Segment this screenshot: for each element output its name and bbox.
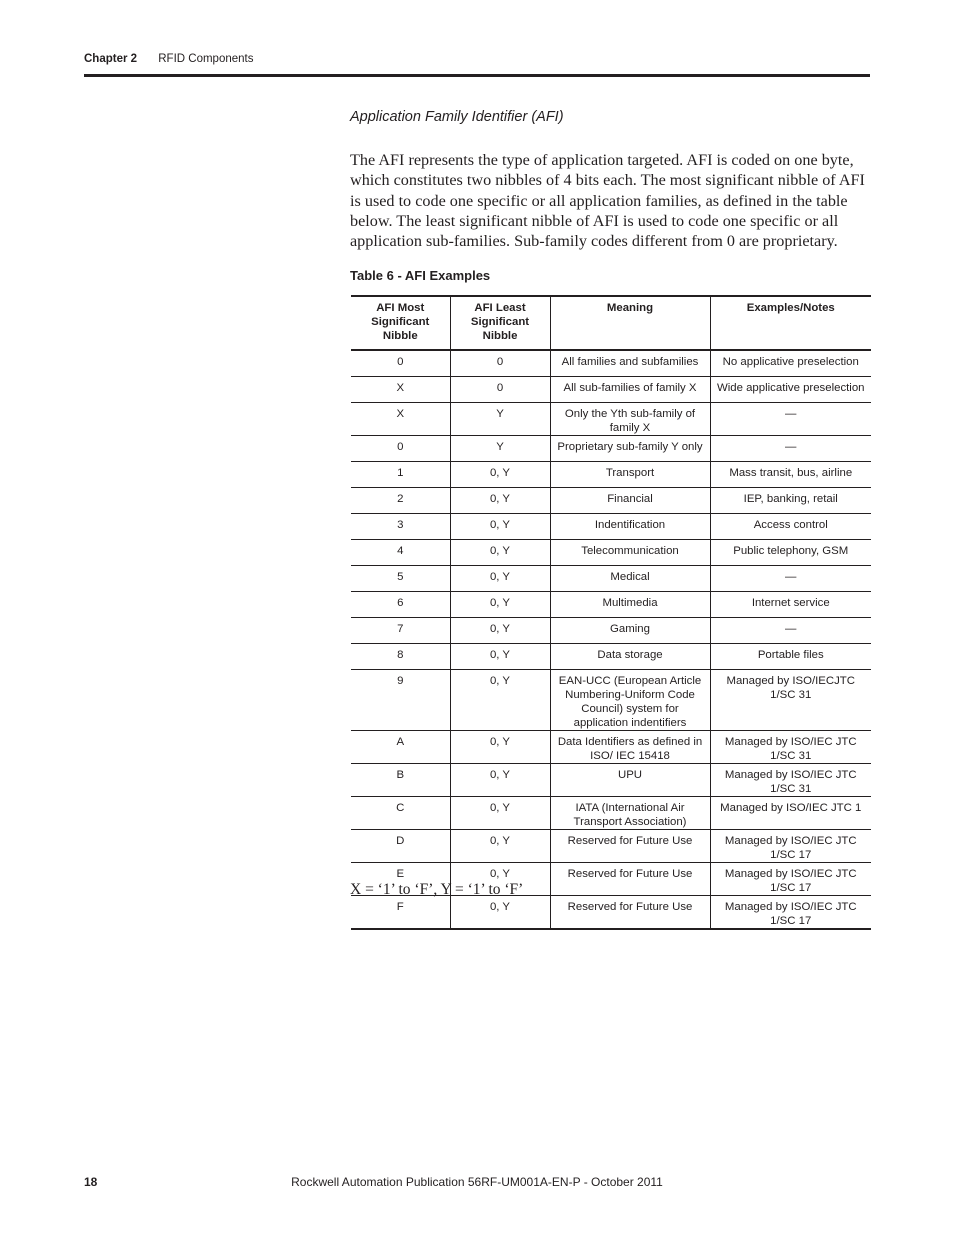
cell-lsn: 0, Y — [450, 731, 550, 764]
cell-msn: F — [351, 896, 450, 930]
cell-examples: No applicative preselection — [710, 350, 871, 377]
cell-lsn: 0, Y — [450, 618, 550, 644]
cell-msn: 0 — [351, 350, 450, 377]
cell-msn: 9 — [351, 670, 450, 731]
cell-lsn: 0, Y — [450, 462, 550, 488]
cell-meaning: Reserved for Future Use — [550, 863, 710, 896]
cell-examples: Portable files — [710, 644, 871, 670]
cell-lsn: 0 — [450, 350, 550, 377]
cell-lsn: 0, Y — [450, 863, 550, 896]
cell-examples: — — [710, 436, 871, 462]
cell-examples: Access control — [710, 514, 871, 540]
cell-msn: E — [351, 863, 450, 896]
cell-lsn: 0, Y — [450, 540, 550, 566]
afi-examples-table — [351, 295, 871, 930]
cell-meaning: Gaming — [550, 618, 710, 644]
table-caption: Table 6 - AFI Examples — [350, 268, 491, 283]
cell-meaning: IATA (International Air Transport Association) — [550, 797, 710, 830]
cell-msn: X — [351, 403, 450, 436]
table-row — [351, 377, 871, 403]
cell-meaning: Financial — [550, 488, 710, 514]
cell-examples: Managed by ISO/IEC JTC 1/SC 17 — [710, 896, 871, 930]
table-row — [351, 540, 871, 566]
cell-lsn: 0, Y — [450, 764, 550, 797]
cell-examples: IEP, banking, retail — [710, 488, 871, 514]
chapter-label: Chapter 2 — [84, 53, 138, 65]
cell-examples: Managed by ISO/IEC JTC 1/SC 17 — [710, 863, 871, 896]
cell-msn: D — [351, 830, 450, 863]
cell-examples: — — [710, 566, 871, 592]
column-header-msn: AFI Most Significant Nibble — [351, 296, 450, 350]
cell-examples: Mass transit, bus, airline — [710, 462, 871, 488]
cell-meaning: EAN-UCC (European Article Numbering-Uniform Code Council) system for application indentifiers — [550, 670, 710, 731]
cell-meaning: All sub-families of family X — [550, 377, 710, 403]
running-header — [84, 53, 253, 65]
cell-msn: C — [351, 797, 450, 830]
cell-meaning: Reserved for Future Use — [550, 830, 710, 863]
cell-msn: 3 — [351, 514, 450, 540]
cell-meaning: Data storage — [550, 644, 710, 670]
cell-meaning: All families and subfamilies — [550, 350, 710, 377]
cell-meaning: Medical — [550, 566, 710, 592]
cell-meaning: Transport — [550, 462, 710, 488]
cell-examples: Managed by ISO/IEC JTC 1 — [710, 797, 871, 830]
cell-msn: 5 — [351, 566, 450, 592]
cell-examples: Managed by ISO/IEC JTC 1/SC 31 — [710, 764, 871, 797]
table-header-row — [351, 296, 871, 350]
table-row — [351, 670, 871, 731]
cell-lsn: 0, Y — [450, 896, 550, 930]
column-header-examples: Examples/Notes — [710, 296, 871, 350]
table-row — [351, 403, 871, 436]
publication-footer: Rockwell Automation Publication 56RF-UM001A-EN-P - October 2011 — [291, 1175, 663, 1189]
cell-msn: 1 — [351, 462, 450, 488]
cell-examples: Public telephony, GSM — [710, 540, 871, 566]
cell-lsn: 0, Y — [450, 644, 550, 670]
cell-lsn: Y — [450, 436, 550, 462]
table-row — [351, 462, 871, 488]
table-row — [351, 896, 871, 930]
cell-msn: X — [351, 377, 450, 403]
cell-meaning: Data Identifiers as defined in ISO/ IEC 15418 — [550, 731, 710, 764]
table-row — [351, 488, 871, 514]
cell-lsn: 0 — [450, 377, 550, 403]
cell-examples: Wide applicative preselection — [710, 377, 871, 403]
cell-lsn: 0, Y — [450, 514, 550, 540]
table-footnote: X = ‘1’ to ‘F’, Y = ‘1’ to ‘F’ — [350, 881, 524, 898]
table-row — [351, 731, 871, 764]
cell-meaning: Multimedia — [550, 592, 710, 618]
table-row — [351, 436, 871, 462]
column-header-meaning: Meaning — [550, 296, 710, 350]
header-rule — [84, 74, 870, 77]
cell-msn: 0 — [351, 436, 450, 462]
chapter-section-name: RFID Components — [158, 53, 254, 65]
section-title: Application Family Identifier (AFI) — [350, 109, 564, 125]
cell-examples: Managed by ISO/IECJTC 1/SC 31 — [710, 670, 871, 731]
table-row — [351, 618, 871, 644]
cell-lsn: 0, Y — [450, 797, 550, 830]
cell-examples: Internet service — [710, 592, 871, 618]
table-row — [351, 514, 871, 540]
cell-lsn: Y — [450, 403, 550, 436]
page-number: 18 — [84, 1175, 98, 1189]
body-paragraph: The AFI represents the type of application targeted. AFI is coded on one byte, which constitutes two nibbles of 4 bits each. The most significant nibble of AFI is used to code one specific or all application families, as defined in the table below. The least significant nibble of AFI is used to code one specific or all application sub-families. Sub-family codes different from 0 are proprietary. — [350, 151, 865, 251]
cell-lsn: 0, Y — [450, 670, 550, 731]
cell-msn: 4 — [351, 540, 450, 566]
table-row — [351, 592, 871, 618]
cell-msn: 6 — [351, 592, 450, 618]
cell-lsn: 0, Y — [450, 830, 550, 863]
cell-lsn: 0, Y — [450, 488, 550, 514]
cell-lsn: 0, Y — [450, 592, 550, 618]
table-row — [351, 350, 871, 377]
cell-meaning: Telecommunication — [550, 540, 710, 566]
cell-examples: — — [710, 618, 871, 644]
table-row — [351, 797, 871, 830]
cell-msn: B — [351, 764, 450, 797]
cell-examples: — — [710, 403, 871, 436]
table-body — [351, 350, 871, 929]
table-row — [351, 764, 871, 797]
cell-msn: 2 — [351, 488, 450, 514]
table-row — [351, 830, 871, 863]
cell-msn: 7 — [351, 618, 450, 644]
cell-examples: Managed by ISO/IEC JTC 1/SC 31 — [710, 731, 871, 764]
cell-meaning: Proprietary sub-family Y only — [550, 436, 710, 462]
table-row — [351, 644, 871, 670]
table-row — [351, 566, 871, 592]
cell-lsn: 0, Y — [450, 566, 550, 592]
cell-examples: Managed by ISO/IEC JTC 1/SC 17 — [710, 830, 871, 863]
column-header-lsn: AFI Least Significant Nibble — [450, 296, 550, 350]
cell-msn: A — [351, 731, 450, 764]
cell-meaning: UPU — [550, 764, 710, 797]
cell-meaning: Indentification — [550, 514, 710, 540]
cell-msn: 8 — [351, 644, 450, 670]
cell-meaning: Reserved for Future Use — [550, 896, 710, 930]
cell-meaning: Only the Yth sub-family of family X — [550, 403, 710, 436]
